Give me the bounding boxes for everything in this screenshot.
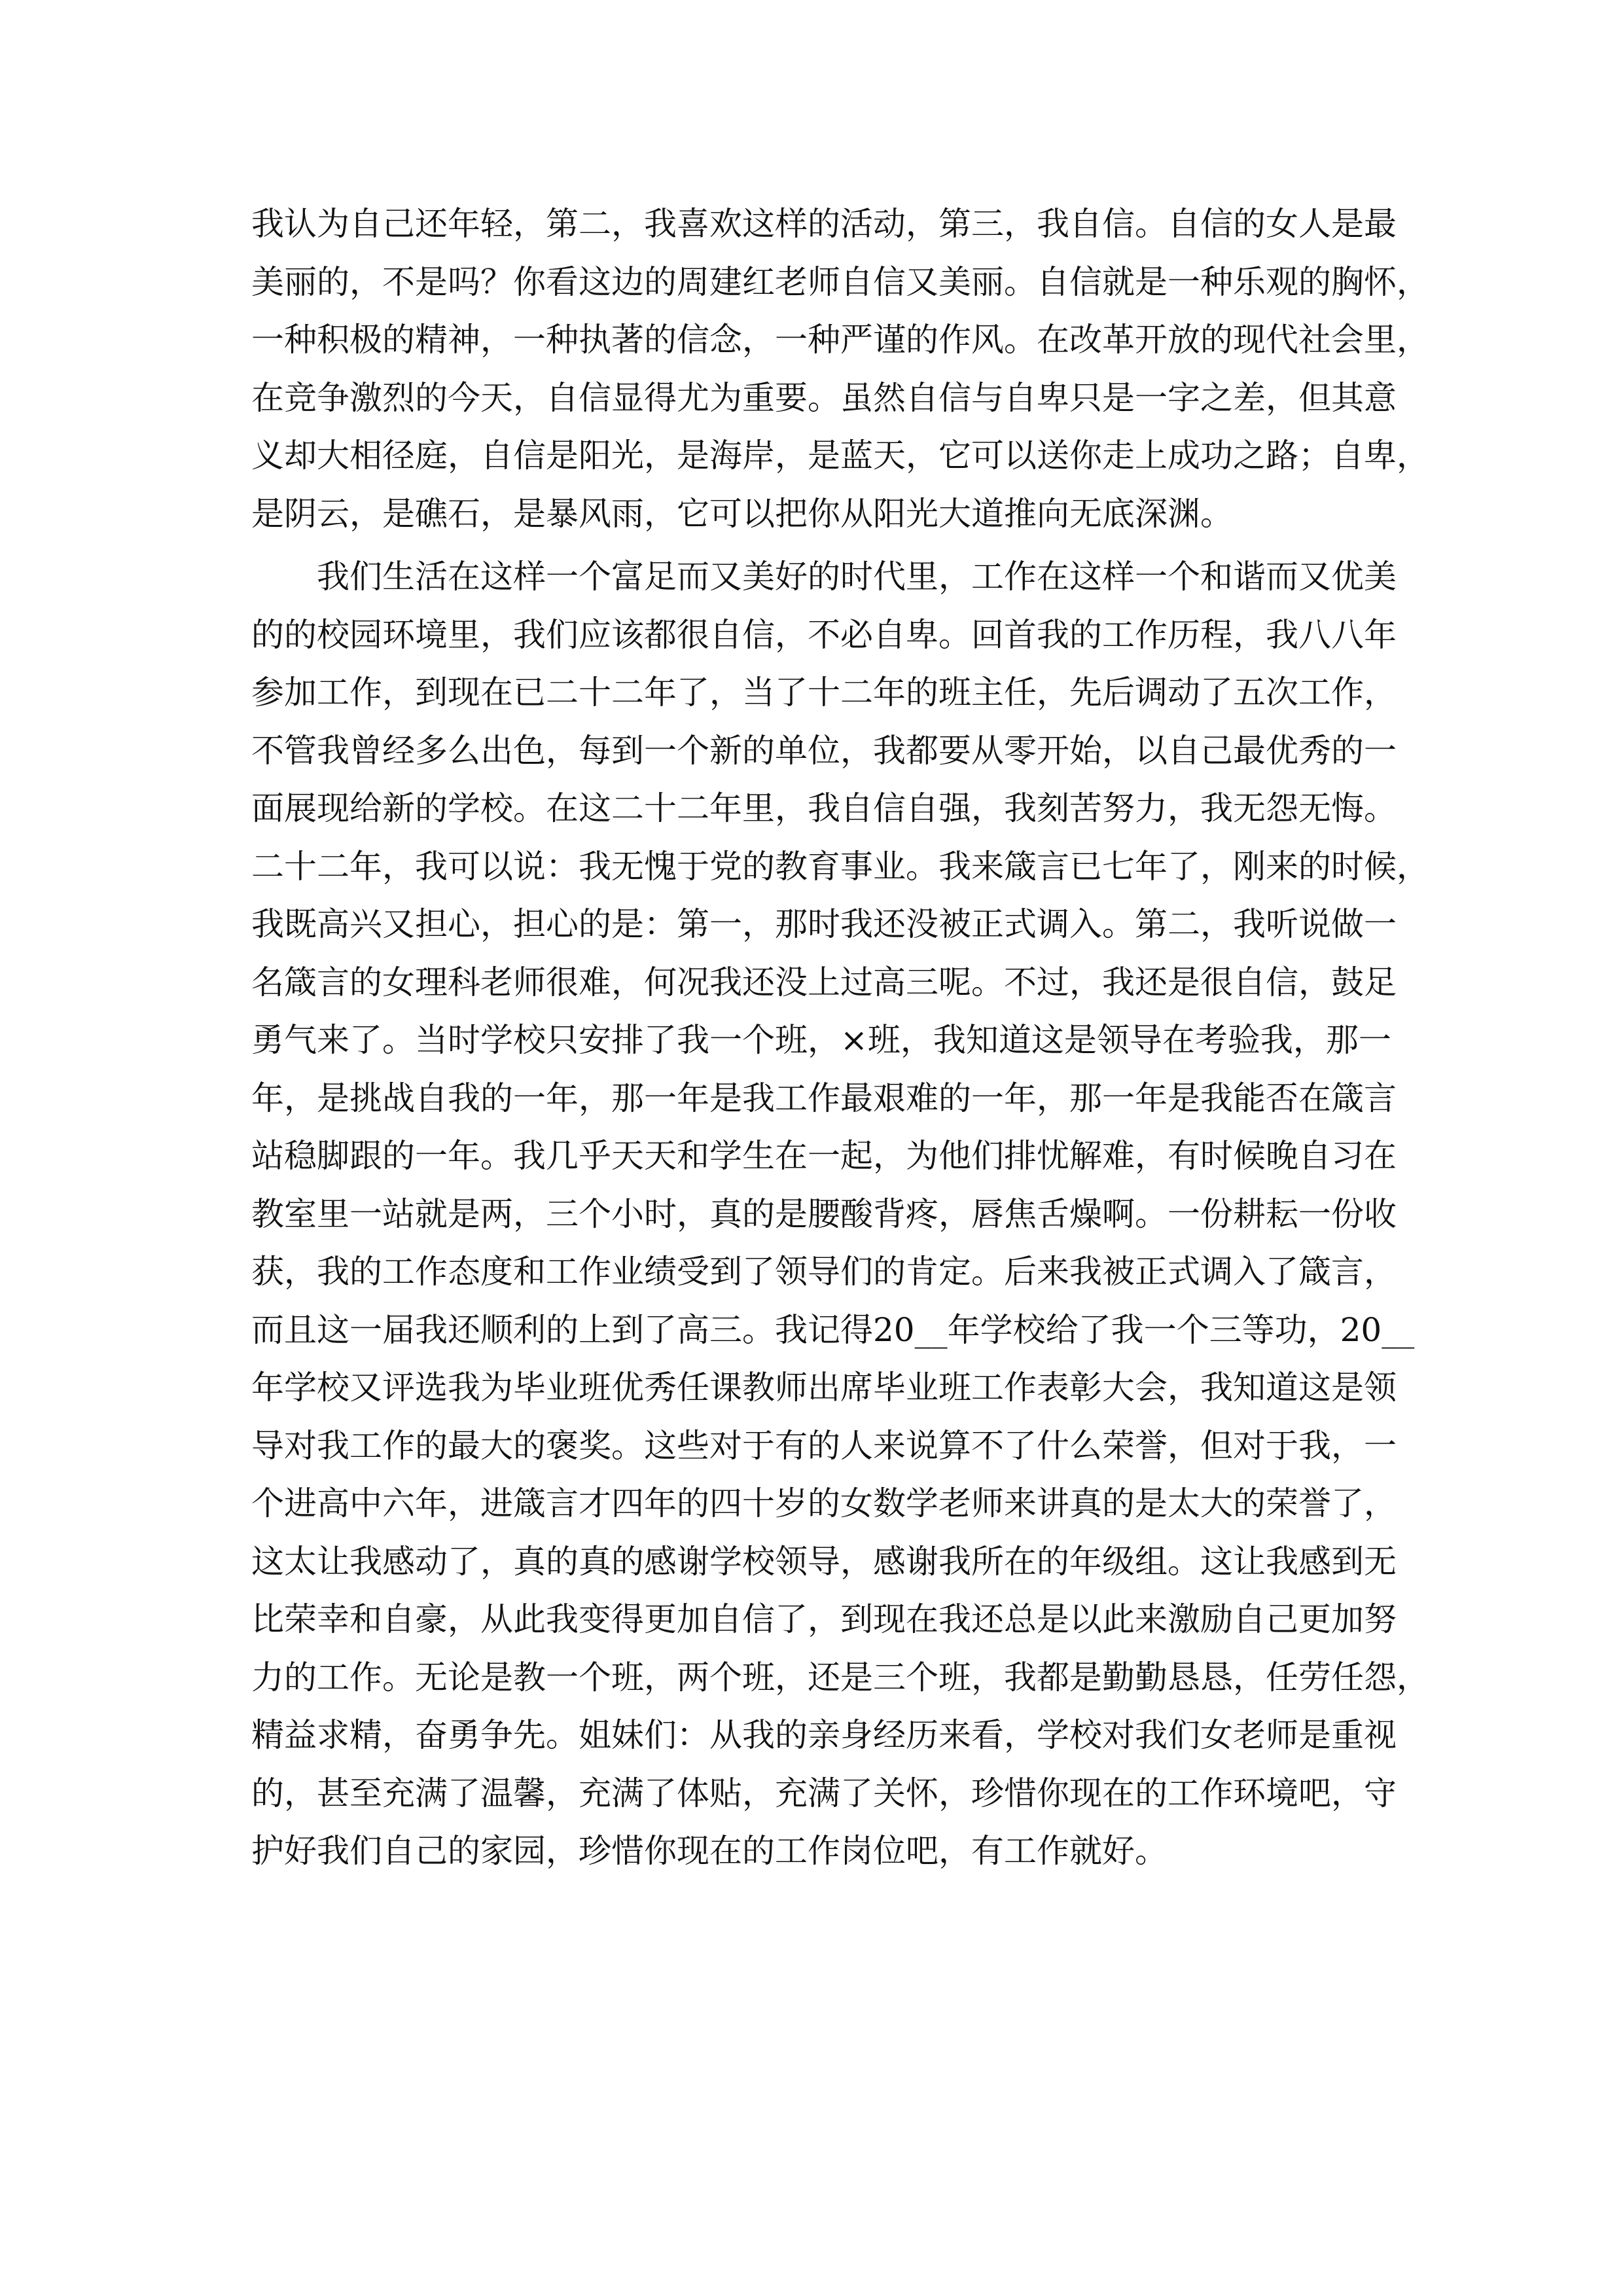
text-line: 不管我曾经多么出色，每到一个新的单位，我都要从零开始，以自己最优秀的一	[251, 731, 1397, 770]
text-line: 教室里一站就是两，三个小时，真的是腰酸背疼，唇焦舌燥啊。一份耕耘一份收	[251, 1194, 1397, 1233]
text-line: 这太让我感动了，真的真的感谢学校领导，感谢我所在的年级组。这让我感到无	[251, 1542, 1397, 1581]
text-line: 我既高兴又担心，担心的是：第一，那时我还没被正式调入。第二，我听说做一	[251, 905, 1397, 943]
text-line: 获，我的工作态度和工作业绩受到了领导们的肯定。后来我被正式调入了箴言，	[251, 1253, 1397, 1291]
text-line: 年学校又评选我为毕业班优秀任课教师出席毕业班工作表彰大会，我知道这是领	[251, 1369, 1397, 1407]
text-line: 名箴言的女理科老师很难，何况我还没上过高三呢。不过，我还是很自信，鼓足	[251, 963, 1397, 1001]
text-line: 的，甚至充满了温馨，充满了体贴，充满了关怀，珍惜你现在的工作环境吧，守	[251, 1774, 1397, 1812]
document-body	[251, 195, 1429, 1880]
text-line: 而且这一届我还顺利的上到了高三。我记得20__年学校给了我一个三等功，20__	[251, 1310, 1415, 1349]
text-line: 导对我工作的最大的褒奖。这些对于有的人来说算不了什么荣誉，但对于我，一	[251, 1426, 1397, 1465]
text-line: 我认为自己还年轻，第二，我喜欢这样的活动，第三，我自信。自信的女人是最	[251, 205, 1397, 243]
text-line: 力的工作。无论是教一个班，两个班，还是三个班，我都是勤勤恳恳，任劳任怨，	[251, 1658, 1429, 1696]
text-line: 在竞争激烈的今天，自信显得尤为重要。虽然自信与自卑只是一字之差，但其意	[251, 378, 1397, 417]
text-line: 勇气来了。当时学校只安排了我一个班，×班，我知道这是领导在考验我，那一	[251, 1021, 1391, 1059]
text-line: 护好我们自己的家园，珍惜你现在的工作岗位吧，有工作就好。	[251, 1832, 1168, 1870]
text-line: 义却大相径庭，自信是阳光，是海岸，是蓝天，它可以送你走上成功之路；自卑，	[251, 437, 1429, 475]
text-line: 二十二年，我可以说：我无愧于党的教育事业。我来箴言已七年了，刚来的时候，	[251, 847, 1429, 886]
paragraph-2	[251, 548, 1429, 1880]
text-line: 精益求精，奋勇争先。姐妹们：从我的亲身经历来看，学校对我们女老师是重视	[251, 1716, 1397, 1754]
text-line: 是阴云，是礁石，是暴风雨，它可以把你从阳光大道推向无底深渊。	[251, 494, 1233, 533]
text-line: 个进高中六年，进箴言才四年的四十岁的女数学老师来讲真的是太大的荣誉了，	[251, 1484, 1397, 1522]
text-line: 一种积极的精神，一种执著的信念，一种严谨的作风。在改革开放的现代社会里，	[251, 321, 1429, 359]
text-line: 面展现给新的学校。在这二十二年里，我自信自强，我刻苦努力，我无怨无悔。	[251, 789, 1397, 827]
text-line: 美丽的，不是吗？你看这边的周建红老师自信又美丽。自信就是一种乐观的胸怀，	[251, 262, 1429, 301]
text-line: 参加工作，到现在已二十二年了，当了十二年的班主任，先后调动了五次工作，	[251, 673, 1397, 711]
text-line: 的的校园环境里，我们应该都很自信，不必自卑。回首我的工作历程，我八八年	[251, 615, 1397, 654]
text-line: 我们生活在这样一个富足而又美好的时代里，工作在这样一个和谐而又优美	[317, 558, 1397, 596]
text-line: 比荣幸和自豪，从此我变得更加自信了，到现在我还总是以此来激励自己更加努	[251, 1600, 1397, 1638]
text-line: 年，是挑战自我的一年，那一年是我工作最艰难的一年，那一年是我能否在箴言	[251, 1079, 1397, 1117]
paragraph-1	[251, 195, 1429, 543]
text-line: 站稳脚跟的一年。我几乎天天和学生在一起，为他们排忧解难，有时候晚自习在	[251, 1137, 1397, 1175]
